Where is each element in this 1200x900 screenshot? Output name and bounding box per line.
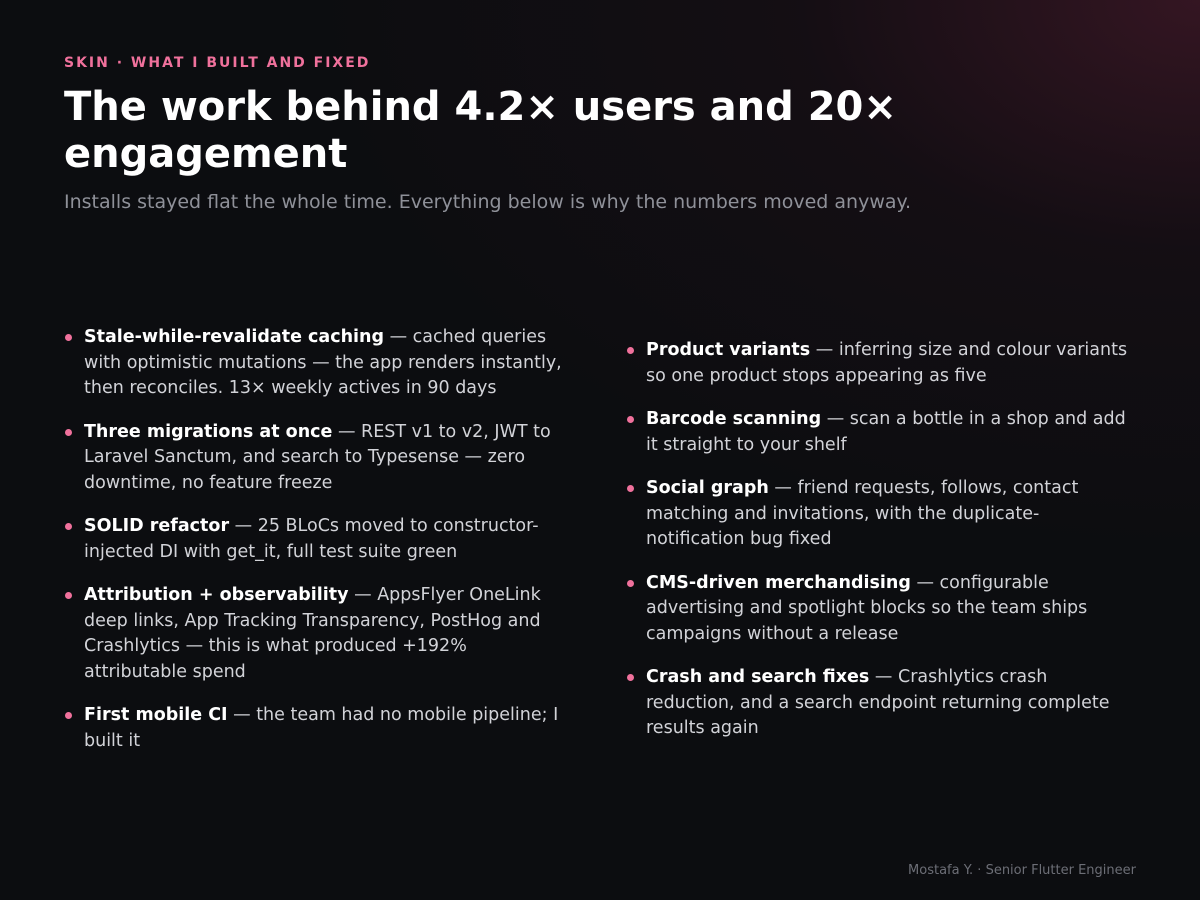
item-title: Social graph (646, 478, 769, 498)
item-description: — configurable advertising and spotlight blocks so the team ships campaigns without a release (646, 572, 1088, 644)
list-item (626, 571, 1136, 648)
item-description: — REST v1 to v2, JWT to Laravel Sanctum, and search to Typesense — zero downtime, no feature freeze (84, 421, 551, 493)
item-description: — AppsFlyer OneLink deep links, App Tracking Transparency, PostHog and Crashlytics — this is what produced +192% attributable spend (84, 585, 541, 682)
list-item (64, 583, 564, 685)
item-description: — inferring size and colour variants so one product stops appearing as five (646, 340, 1128, 386)
bullet-dot-icon (627, 674, 634, 681)
item-title: SOLID refactor (84, 516, 230, 536)
item-title: CMS-driven merchandising (646, 572, 911, 593)
item-title: First mobile CI (84, 705, 228, 725)
list-item (64, 703, 564, 754)
item-description: — scan a bottle in a shop and add it straight to your shelf (646, 409, 1126, 455)
bullet-dot-icon (627, 416, 634, 423)
bullet-dot-icon (65, 429, 72, 436)
bullet-dot-icon (627, 580, 634, 587)
list-item (64, 514, 564, 565)
left-bullet-list (64, 325, 564, 772)
bullet-dot-icon (65, 592, 72, 599)
bullet-dot-icon (65, 712, 72, 719)
list-item (626, 338, 1136, 389)
section-eyebrow: SKIN · WHAT I BUILT AND FIXED (64, 55, 371, 71)
list-item (626, 665, 1136, 742)
slide-subtitle: Installs stayed flat the whole time. Everything below is why the numbers moved anyway. (64, 191, 912, 213)
list-item (64, 420, 564, 497)
footer-author: Mostafa Y. · Senior Flutter Engineer (908, 863, 1136, 878)
item-description: — Crashlytics crash reduction, and a search endpoint returning complete results again (646, 667, 1110, 738)
bullet-dot-icon (627, 347, 634, 354)
item-title: Barcode scanning (646, 409, 822, 429)
item-description: — the team had no mobile pipeline; I built it (84, 705, 559, 751)
bullet-dot-icon (65, 334, 72, 341)
list-item (626, 476, 1136, 553)
item-title: Attribution + observability (84, 585, 349, 605)
item-description: — friend requests, follows, contact matching and invitations, with the duplicate-notification bug fixed (646, 478, 1079, 549)
item-title: Three migrations at once (84, 421, 333, 442)
item-title: Crash and search fixes (646, 667, 870, 687)
slide-title: The work behind 4.2× users and 20× engagement (64, 84, 897, 177)
right-bullet-list (626, 338, 1136, 760)
bullet-dot-icon (65, 523, 72, 530)
list-item (64, 325, 564, 402)
bullet-dot-icon (627, 485, 634, 492)
item-title: Product variants (646, 340, 811, 360)
item-description: — 25 BLoCs moved to constructor-injected DI with get_it, full test suite green (84, 516, 539, 562)
item-title: Stale-while-revalidate caching (84, 327, 385, 347)
item-description: — cached queries with optimistic mutations — the app renders instantly, then reconciles. 13× weekly actives in 90 days (84, 327, 562, 398)
list-item (626, 407, 1136, 458)
